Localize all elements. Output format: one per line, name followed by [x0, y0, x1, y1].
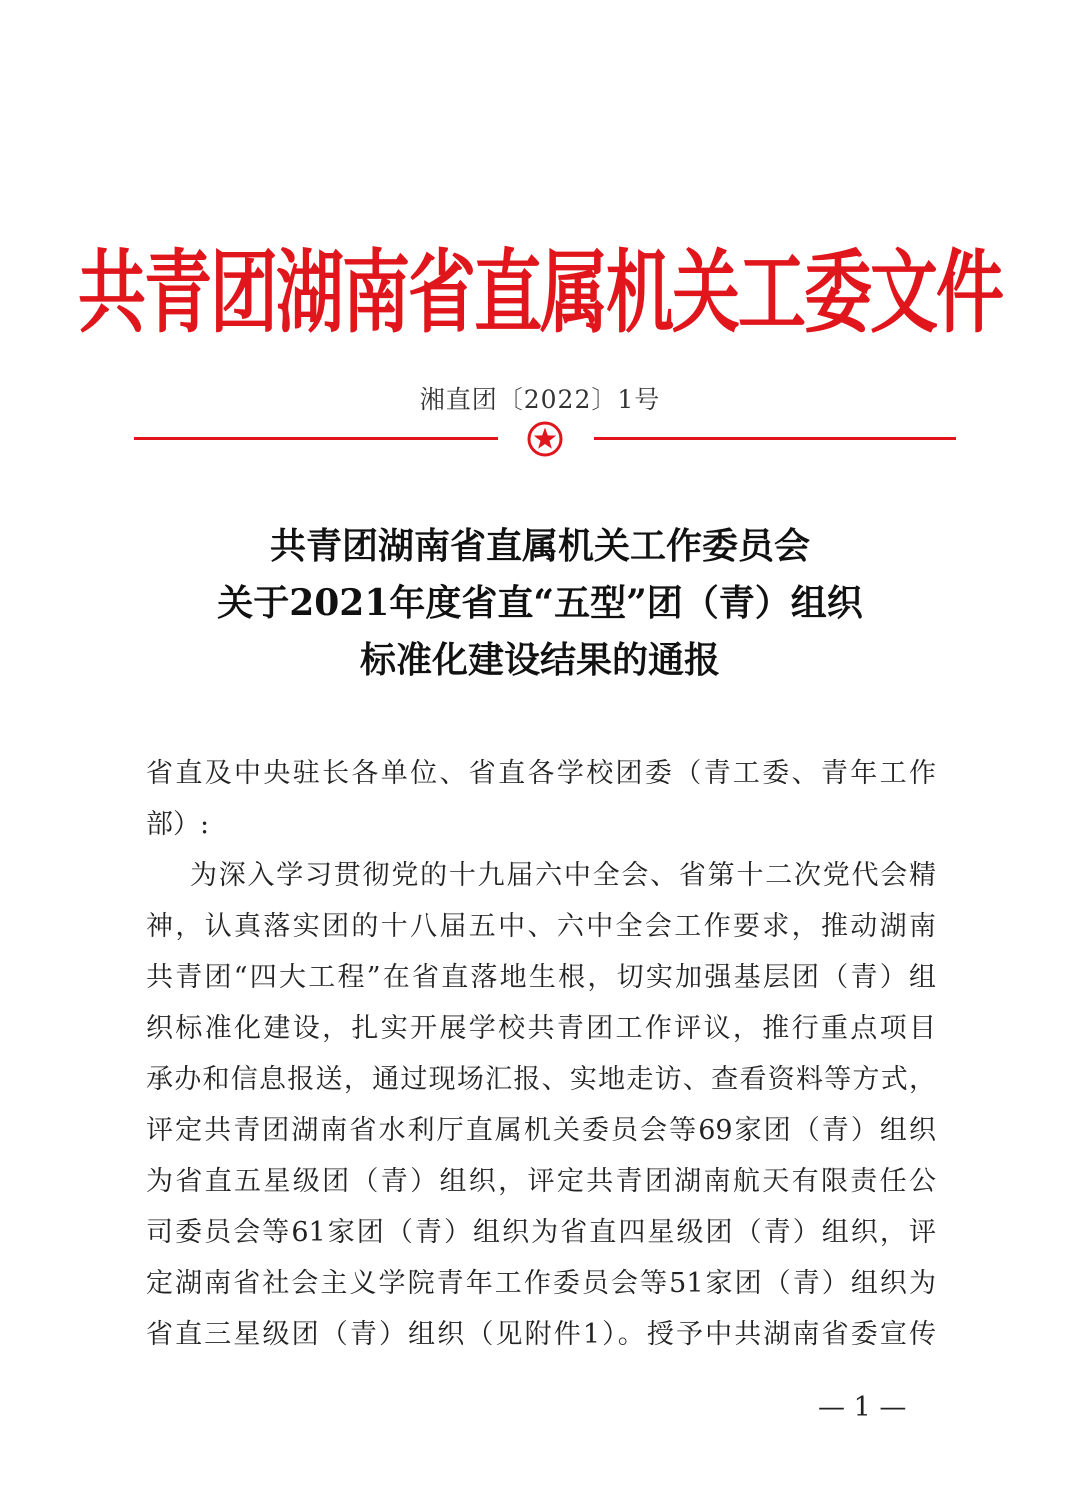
red-star-emblem-icon — [526, 420, 564, 458]
title-line: 标准化建设结果的通报 — [359, 639, 720, 681]
paragraph-line: 共青团“四大工程”在省直落地生根，切实加强基层团（青）组 — [146, 962, 936, 993]
red-divider-left — [134, 437, 498, 440]
paragraph-line: 为深入学习贯彻党的十九届六中全会、省第十二次党代会精 — [190, 860, 936, 891]
salutation-line: 省直及中央驻长各单位、省直各学校团委（青工委、青年工作 — [146, 758, 936, 789]
paragraph-line: 承办和信息报送，通过现场汇报、实地走访、查看资料等方式， — [146, 1064, 936, 1095]
document-title — [0, 518, 1080, 689]
document-body — [146, 748, 936, 1360]
page-number: — 1 — — [818, 1392, 907, 1423]
paragraph-line: 评定共青团湖南省水利厅直属机关委员会等69家团（青）组织 — [146, 1115, 936, 1146]
title-line: 关于2021年度省直“五型”团（青）组织 — [217, 582, 863, 624]
issuer-title: 共青团湖南省直属机关工委文件 — [77, 240, 1002, 347]
red-divider-right — [594, 437, 956, 440]
paragraph-line: 织标准化建设，扎实开展学校共青团工作评议，推行重点项目 — [146, 1013, 936, 1044]
salutation-line: 部）: — [146, 809, 210, 840]
paragraph-line: 神，认真落实团的十八届五中、六中全会工作要求，推动湖南 — [146, 911, 936, 942]
title-line: 共青团湖南省直属机关工作委员会 — [269, 525, 810, 567]
paragraph-line: 定湖南省社会主义学院青年工作委员会等51家团（青）组织为 — [146, 1268, 936, 1299]
paragraph-line: 省直三星级团（青）组织（见附件1）。授予中共湖南省委宣传 — [146, 1319, 936, 1350]
paragraph-line: 司委员会等61家团（青）组织为省直四星级团（青）组织，评 — [146, 1217, 936, 1248]
document-number: 湘直团〔2022〕1号 — [419, 385, 661, 414]
paragraph-line: 为省直五星级团（青）组织，评定共青团湖南航天有限责任公 — [146, 1166, 936, 1197]
